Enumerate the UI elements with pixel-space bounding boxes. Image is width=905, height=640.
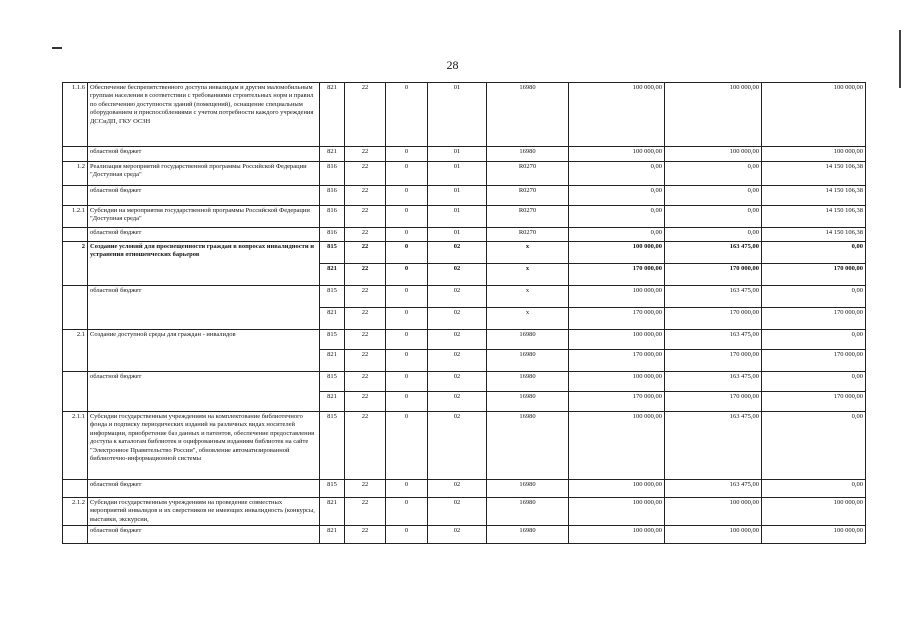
- cell-code-a: 821: [320, 392, 345, 412]
- cell-amount-1: 0,00: [569, 186, 665, 206]
- cell-code-b: 22: [345, 162, 386, 186]
- cell-name: Создание доступной среды для граждан - инвалидов: [88, 330, 320, 372]
- cell-name: Реализация мероприятий государственной программы Российской Федерации "Доступная среда": [88, 162, 320, 186]
- cell-code-a: 815: [320, 242, 345, 264]
- cell-code-a: 821: [320, 147, 345, 162]
- table-row: [63, 242, 866, 264]
- table-row: [63, 228, 866, 242]
- cell-amount-1: 100 000,00: [569, 286, 665, 308]
- cell-code-d: 02: [428, 372, 487, 392]
- table-row: [63, 498, 866, 526]
- cell-number: [63, 228, 88, 242]
- cell-code-a: 816: [320, 228, 345, 242]
- table-row: [63, 147, 866, 162]
- cell-amount-2: 100 000,00: [665, 147, 762, 162]
- cell-amount-1: 0,00: [569, 228, 665, 242]
- cell-code-a: 815: [320, 372, 345, 392]
- cell-code-c: 0: [386, 83, 428, 147]
- cell-code-c: 0: [386, 480, 428, 498]
- cell-number: 1.1.6: [63, 83, 88, 147]
- cell-name: Создание условий для просвещенности граждан в вопросах инвалидности и устранения отношенческих барьеров: [88, 242, 320, 286]
- cell-name: Обеспечение беспрепятственного доступа инвалидам и другим маломобильным группам населения в соответствии с требованиями строительных норм и правил по обеспечению доступности зданий (помещений), оснащение специальным оборудованием и приспособлениями с учетом потребности каждого учреждения ДССиДП, ГКУ ОСЗН: [88, 83, 320, 147]
- table-row: [63, 412, 866, 480]
- cell-code-e: 16980: [487, 330, 569, 350]
- cell-amount-2: 163 475,00: [665, 412, 762, 480]
- cell-code-c: 0: [386, 330, 428, 350]
- cell-amount-3: 0,00: [762, 286, 866, 308]
- cell-amount-2: 0,00: [665, 186, 762, 206]
- cell-code-c: 0: [386, 147, 428, 162]
- cell-code-e: 16980: [487, 147, 569, 162]
- cell-code-c: 0: [386, 206, 428, 228]
- cell-code-d: 02: [428, 526, 487, 544]
- cell-code-d: 02: [428, 392, 487, 412]
- table-row: [63, 372, 866, 392]
- cell-code-a: 815: [320, 286, 345, 308]
- cell-amount-1: 100 000,00: [569, 242, 665, 264]
- cell-code-d: 02: [428, 498, 487, 526]
- cell-amount-2: 170 000,00: [665, 308, 762, 330]
- cell-name: Субсидии на мероприятия государственной программы Российской Федерации "Доступная среда": [88, 206, 320, 228]
- cell-code-c: 0: [386, 186, 428, 206]
- table-row: [63, 186, 866, 206]
- cell-amount-2: 100 000,00: [665, 526, 762, 544]
- cell-name: областной бюджет: [88, 480, 320, 498]
- cell-amount-3: 14 150 106,38: [762, 162, 866, 186]
- cell-number: [63, 480, 88, 498]
- table-row: [63, 526, 866, 544]
- cell-code-c: 0: [386, 286, 428, 308]
- cell-code-a: 821: [320, 264, 345, 286]
- cell-code-b: 22: [345, 286, 386, 308]
- cell-code-b: 22: [345, 264, 386, 286]
- cell-code-b: 22: [345, 308, 386, 330]
- cell-amount-2: 0,00: [665, 206, 762, 228]
- cell-name: областной бюджет: [88, 147, 320, 162]
- cell-code-a: 815: [320, 480, 345, 498]
- cell-code-e: х: [487, 286, 569, 308]
- cell-amount-3: 14 150 106,38: [762, 186, 866, 206]
- table-row: [63, 480, 866, 498]
- cell-amount-1: 100 000,00: [569, 330, 665, 350]
- cell-code-d: 02: [428, 242, 487, 264]
- cell-code-a: 821: [320, 83, 345, 147]
- cell-name: областной бюджет: [88, 372, 320, 412]
- cell-code-c: 0: [386, 308, 428, 330]
- cell-code-a: 821: [320, 526, 345, 544]
- cell-number: [63, 286, 88, 330]
- table-row: [63, 286, 866, 308]
- cell-code-b: 22: [345, 480, 386, 498]
- cell-amount-3: 14 150 106,38: [762, 206, 866, 228]
- cell-code-e: 16980: [487, 480, 569, 498]
- cell-amount-1: 100 000,00: [569, 412, 665, 480]
- cell-code-e: 16980: [487, 83, 569, 147]
- cell-amount-3: 0,00: [762, 480, 866, 498]
- cell-code-d: 02: [428, 308, 487, 330]
- cell-number: 2.1: [63, 330, 88, 372]
- cell-amount-2: 170 000,00: [665, 350, 762, 372]
- cell-amount-3: 0,00: [762, 242, 866, 264]
- cell-code-b: 22: [345, 242, 386, 264]
- table-row: [63, 83, 866, 147]
- cell-code-b: 22: [345, 372, 386, 392]
- cell-code-e: 16980: [487, 412, 569, 480]
- cell-code-d: 02: [428, 480, 487, 498]
- cell-number: 2: [63, 242, 88, 286]
- cell-code-e: х: [487, 264, 569, 286]
- cell-amount-2: 0,00: [665, 162, 762, 186]
- cell-code-e: R0270: [487, 228, 569, 242]
- cell-amount-3: 170 000,00: [762, 350, 866, 372]
- cell-code-c: 0: [386, 498, 428, 526]
- cell-code-c: 0: [386, 242, 428, 264]
- cell-amount-3: 100 000,00: [762, 498, 866, 526]
- cell-amount-2: 163 475,00: [665, 286, 762, 308]
- cell-amount-2: 170 000,00: [665, 264, 762, 286]
- cell-code-c: 0: [386, 264, 428, 286]
- cell-amount-3: 0,00: [762, 372, 866, 392]
- cell-code-e: 16980: [487, 498, 569, 526]
- cell-code-d: 01: [428, 206, 487, 228]
- cell-code-d: 02: [428, 264, 487, 286]
- cell-code-b: 22: [345, 526, 386, 544]
- cell-amount-3: 100 000,00: [762, 526, 866, 544]
- cell-code-a: 815: [320, 330, 345, 350]
- cell-number: 2.1.2: [63, 498, 88, 526]
- cell-code-c: 0: [386, 526, 428, 544]
- cell-number: [63, 186, 88, 206]
- cell-code-e: R0270: [487, 186, 569, 206]
- cell-code-d: 01: [428, 147, 487, 162]
- cell-amount-2: 163 475,00: [665, 242, 762, 264]
- cell-code-b: 22: [345, 330, 386, 350]
- cell-code-e: R0270: [487, 162, 569, 186]
- cell-amount-2: 170 000,00: [665, 392, 762, 412]
- cell-code-e: 16980: [487, 392, 569, 412]
- cell-name: областной бюджет: [88, 186, 320, 206]
- cell-amount-3: 0,00: [762, 330, 866, 350]
- cell-code-a: 821: [320, 498, 345, 526]
- cell-number: [63, 372, 88, 412]
- cell-number: 1.2: [63, 162, 88, 186]
- cell-amount-2: 100 000,00: [665, 83, 762, 147]
- cell-code-a: 816: [320, 206, 345, 228]
- cell-code-d: 02: [428, 412, 487, 480]
- cell-amount-3: 170 000,00: [762, 392, 866, 412]
- cell-code-a: 816: [320, 186, 345, 206]
- cell-code-d: 01: [428, 186, 487, 206]
- cell-name: Субсидии государственным учреждениям на проведение совместных мероприятий инвалидов и их сверстников не имеющих инвалидность (конкурсы, выставки, экскурсии,: [88, 498, 320, 526]
- cell-code-a: 815: [320, 412, 345, 480]
- table-row: [63, 206, 866, 228]
- cell-amount-1: 100 000,00: [569, 526, 665, 544]
- cell-name: областной бюджет: [88, 286, 320, 330]
- cell-code-e: 16980: [487, 350, 569, 372]
- cell-amount-3: 14 150 106,38: [762, 228, 866, 242]
- cell-amount-1: 100 000,00: [569, 83, 665, 147]
- cell-code-e: х: [487, 242, 569, 264]
- cell-amount-3: 170 000,00: [762, 308, 866, 330]
- cell-code-e: R0270: [487, 206, 569, 228]
- cell-code-d: 01: [428, 83, 487, 147]
- cell-code-b: 22: [345, 147, 386, 162]
- cell-name: Субсидии государственным учреждениям на комплектование библиотечного фонда и подписку периодических изданий на различных видах носителей информации, приобретение баз данных и патентов, обеспечение предоставления доступа к каталогам библиотек и оцифрованным изданиям библиотек на сайте "Электронное Правительство России", обновление автоматизированной библиотечно-информационной системы: [88, 412, 320, 480]
- cell-code-c: 0: [386, 392, 428, 412]
- cell-amount-2: 100 000,00: [665, 498, 762, 526]
- cell-code-b: 22: [345, 392, 386, 412]
- cell-code-e: 16980: [487, 372, 569, 392]
- cell-amount-1: 0,00: [569, 206, 665, 228]
- table-row: [63, 162, 866, 186]
- cell-code-b: 22: [345, 350, 386, 372]
- cell-number: 2.1.1: [63, 412, 88, 480]
- cell-amount-1: 100 000,00: [569, 372, 665, 392]
- page-number: 28: [446, 58, 459, 72]
- cell-amount-2: 163 475,00: [665, 480, 762, 498]
- cell-name: областной бюджет: [88, 228, 320, 242]
- cell-amount-2: 163 475,00: [665, 330, 762, 350]
- cell-code-e: 16980: [487, 526, 569, 544]
- cell-code-b: 22: [345, 412, 386, 480]
- cell-code-b: 22: [345, 186, 386, 206]
- budget-table: [62, 82, 866, 544]
- cell-amount-3: 100 000,00: [762, 147, 866, 162]
- cell-number: [63, 147, 88, 162]
- cell-code-a: 816: [320, 162, 345, 186]
- cell-code-e: х: [487, 308, 569, 330]
- cell-amount-2: 163 475,00: [665, 372, 762, 392]
- cell-name: областной бюджет: [88, 526, 320, 544]
- cell-amount-1: 170 000,00: [569, 350, 665, 372]
- cell-code-c: 0: [386, 162, 428, 186]
- cell-code-c: 0: [386, 412, 428, 480]
- cell-amount-1: 100 000,00: [569, 498, 665, 526]
- cell-amount-2: 0,00: [665, 228, 762, 242]
- cell-code-b: 22: [345, 206, 386, 228]
- cell-code-d: 02: [428, 286, 487, 308]
- cell-code-b: 22: [345, 228, 386, 242]
- cell-amount-1: 170 000,00: [569, 264, 665, 286]
- scan-mark: [52, 47, 62, 49]
- cell-amount-3: 170 000,00: [762, 264, 866, 286]
- cell-code-d: 02: [428, 350, 487, 372]
- cell-amount-1: 170 000,00: [569, 308, 665, 330]
- cell-amount-3: 100 000,00: [762, 83, 866, 147]
- cell-code-c: 0: [386, 350, 428, 372]
- cell-code-c: 0: [386, 372, 428, 392]
- cell-number: 1.2.1: [63, 206, 88, 228]
- cell-number: [63, 526, 88, 544]
- cell-code-a: 821: [320, 350, 345, 372]
- cell-amount-1: 170 000,00: [569, 392, 665, 412]
- cell-amount-1: 0,00: [569, 162, 665, 186]
- cell-code-a: 821: [320, 308, 345, 330]
- table-row: [63, 330, 866, 350]
- cell-code-b: 22: [345, 498, 386, 526]
- cell-amount-1: 100 000,00: [569, 480, 665, 498]
- cell-amount-3: 0,00: [762, 412, 866, 480]
- cell-code-b: 22: [345, 83, 386, 147]
- cell-amount-1: 100 000,00: [569, 147, 665, 162]
- cell-code-d: 01: [428, 228, 487, 242]
- cell-code-c: 0: [386, 228, 428, 242]
- cell-code-d: 01: [428, 162, 487, 186]
- cell-code-d: 02: [428, 330, 487, 350]
